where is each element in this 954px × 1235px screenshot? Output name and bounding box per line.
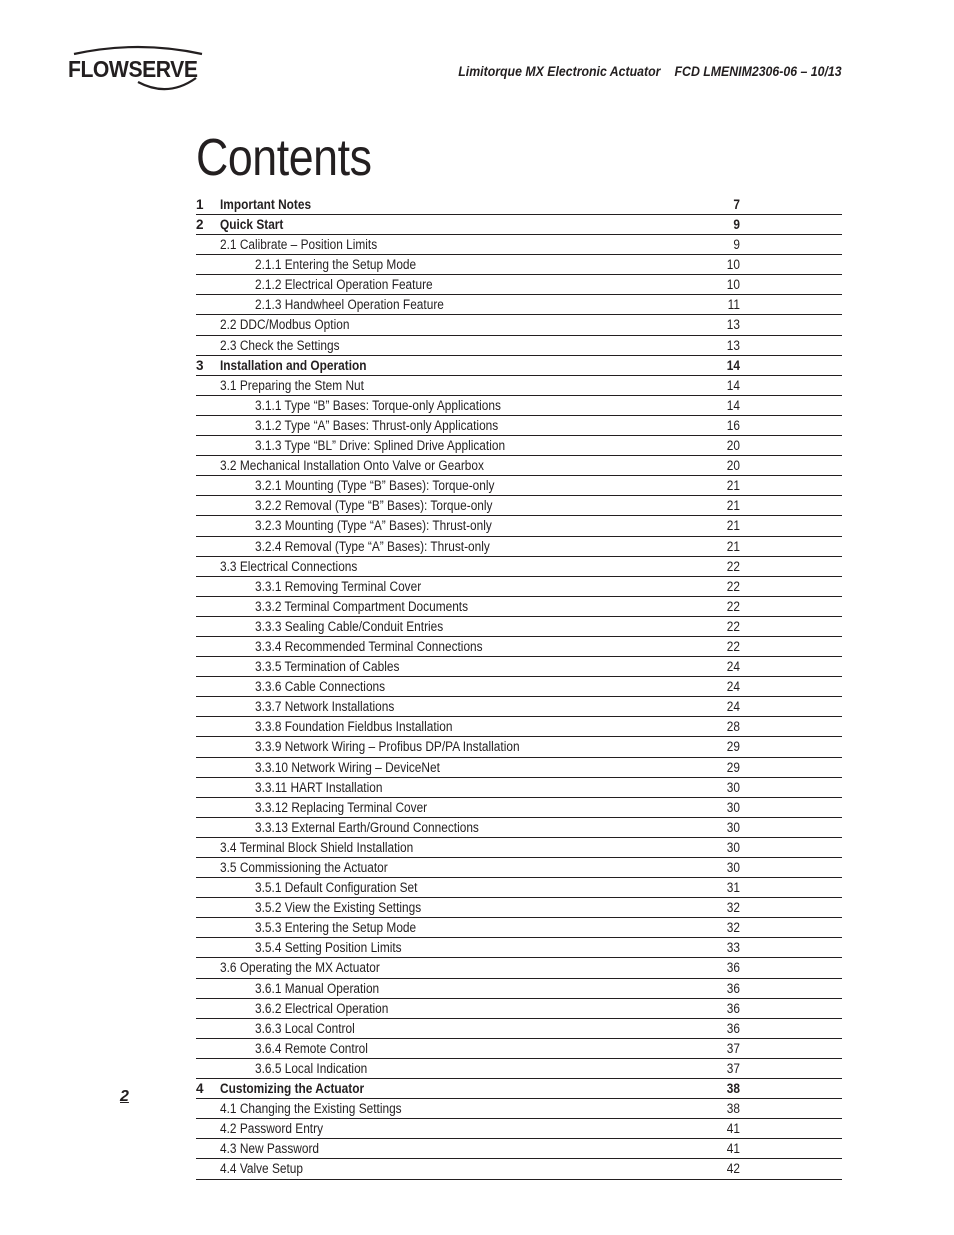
toc-row[interactable] (196, 295, 842, 315)
toc-entry-title: Quick Start (220, 217, 284, 232)
toc-row[interactable] (196, 697, 842, 717)
toc-page-number: 38 (726, 1101, 740, 1117)
toc-row[interactable] (196, 677, 842, 697)
flowserve-logo (68, 44, 208, 96)
toc-entry-title: 4.1 Changing the Existing Settings (220, 1101, 402, 1117)
toc-page-number: 20 (726, 438, 740, 454)
toc-page-number: 13 (726, 337, 740, 353)
toc-page-number: 21 (726, 478, 740, 494)
toc-page-number: 28 (726, 719, 740, 735)
toc-row[interactable] (196, 1059, 842, 1079)
toc-entry-title: 3.5 Commissioning the Actuator (220, 860, 388, 875)
toc-page-number: 22 (726, 618, 740, 634)
toc-chapter-number: 4 (196, 1081, 204, 1097)
toc-page-number: 32 (726, 920, 740, 936)
toc-page-number: 22 (726, 558, 740, 574)
toc-entry-title: 3.5.4 Setting Position Limits (255, 940, 402, 956)
toc-page-number: 31 (726, 880, 740, 896)
toc-row[interactable] (196, 758, 842, 778)
toc-page-number: 41 (726, 1121, 740, 1137)
toc-entry-title: 3.3.4 Recommended Terminal Connections (255, 638, 483, 654)
page-title: Contents (196, 129, 372, 187)
toc-entry-title: 3.3.3 Sealing Cable/Conduit Entries (255, 618, 444, 634)
toc-row[interactable] (196, 597, 842, 617)
toc-page-number: 14 (726, 397, 740, 413)
toc-row[interactable] (196, 456, 842, 476)
toc-row[interactable] (196, 436, 842, 456)
toc-entry-title: 4.2 Password Entry (220, 1121, 324, 1137)
toc-row[interactable] (196, 255, 842, 275)
logo-text: FLOWSERVE (68, 56, 198, 82)
toc-entry-title: 3.5.1 Default Configuration Set (255, 880, 418, 896)
toc-row[interactable] (196, 958, 842, 978)
toc-row[interactable] (196, 657, 842, 677)
toc-row[interactable] (196, 235, 842, 255)
toc-page-number: 7 (733, 197, 740, 212)
toc-entry-title: 4.4 Valve Setup (220, 1161, 304, 1177)
toc-row[interactable] (196, 215, 842, 235)
toc-row[interactable] (196, 1119, 842, 1139)
toc-page-number: 14 (726, 357, 740, 373)
toc-row[interactable] (196, 798, 842, 818)
toc-entry-title: 2.1.1 Entering the Setup Mode (255, 257, 417, 273)
page-number: 2 (120, 1088, 129, 1105)
table-of-contents (196, 195, 842, 1180)
toc-entry-title: 3.2.1 Mounting (Type “B” Bases): Torque-only (255, 478, 495, 494)
toc-row[interactable] (196, 557, 842, 577)
toc-entry-title: 3.3.12 Replacing Terminal Cover (255, 799, 428, 815)
toc-entry-title: 3.3.13 External Earth/Ground Connections (255, 819, 479, 835)
toc-entry-title: 2.2 DDC/Modbus Option (220, 317, 350, 333)
toc-entry-title: 3.3.9 Network Wiring – Profibus DP/PA Installation (255, 739, 520, 755)
toc-entry-title: 2.3 Check the Settings (220, 337, 340, 353)
toc-page-number: 29 (726, 739, 740, 755)
toc-row[interactable] (196, 838, 842, 858)
toc-page-number: 30 (726, 860, 740, 875)
toc-entry-title: 3.3.2 Terminal Compartment Documents (255, 598, 469, 614)
toc-entry-title: 3.2.3 Mounting (Type “A” Bases): Thrust-only (255, 518, 492, 534)
toc-row[interactable] (196, 858, 842, 878)
toc-row[interactable] (196, 1139, 842, 1159)
toc-entry-title: 3.4 Terminal Block Shield Installation (220, 839, 414, 855)
document-code: FCD LMENIM2306-06 – 10/13 (674, 63, 842, 79)
toc-row[interactable] (196, 918, 842, 938)
toc-row[interactable] (196, 778, 842, 798)
toc-entry-title: 3.2.2 Removal (Type “B” Bases): Torque-only (255, 498, 493, 514)
product-name: Limitorque MX Electronic Actuator (458, 63, 661, 79)
toc-page-number: 13 (726, 317, 740, 333)
toc-page-number: 30 (726, 799, 740, 815)
toc-row[interactable] (196, 416, 842, 436)
toc-entry-title: 2.1.3 Handwheel Operation Feature (255, 297, 444, 313)
toc-row[interactable] (196, 898, 842, 918)
toc-entry-title: 4.3 New Password (220, 1141, 320, 1157)
toc-entry-title: 3.3.11 HART Installation (255, 779, 383, 795)
toc-page-number: 10 (726, 257, 740, 273)
toc-entry-title: 3.6.5 Local Indication (255, 1060, 368, 1076)
toc-row[interactable] (196, 1079, 842, 1099)
toc-row[interactable] (196, 818, 842, 838)
toc-row[interactable] (196, 717, 842, 737)
toc-row[interactable] (196, 195, 842, 215)
toc-entry-title: 3.3 Electrical Connections (220, 558, 358, 574)
toc-entry-title: 3.1.1 Type “B” Bases: Torque-only Applications (255, 397, 501, 413)
toc-page-number: 20 (726, 458, 740, 474)
toc-entry-title: 3.6.4 Remote Control (255, 1040, 368, 1056)
toc-row[interactable] (196, 376, 842, 396)
toc-page-number: 36 (726, 960, 740, 976)
toc-page-number: 14 (726, 377, 740, 393)
toc-row[interactable] (196, 315, 842, 335)
toc-page-number: 9 (733, 217, 740, 232)
toc-entry-title: Important Notes (220, 197, 312, 212)
toc-chapter-number: 2 (196, 217, 204, 232)
toc-page-number: 10 (726, 277, 740, 293)
toc-page-number: 24 (726, 659, 740, 675)
toc-entry-title: 3.1 Preparing the Stem Nut (220, 377, 364, 393)
toc-entry-title: 3.2.4 Removal (Type “A” Bases): Thrust-only (255, 538, 490, 554)
toc-entry-title: 3.3.1 Removing Terminal Cover (255, 578, 422, 594)
toc-row[interactable] (196, 1159, 842, 1179)
toc-page-number: 36 (726, 980, 740, 996)
document-header (459, 63, 842, 79)
toc-entry-title: 3.5.3 Entering the Setup Mode (255, 920, 417, 936)
toc-page-number: 22 (726, 578, 740, 594)
toc-entry-title: 3.6.3 Local Control (255, 1020, 355, 1036)
toc-entry-title: 2.1.2 Electrical Operation Feature (255, 277, 433, 293)
toc-page-number: 22 (726, 598, 740, 614)
toc-page-number: 36 (726, 1000, 740, 1016)
toc-entry-title: 3.1.2 Type “A” Bases: Thrust-only Applications (255, 417, 499, 433)
toc-row[interactable] (196, 617, 842, 637)
toc-page-number: 21 (726, 518, 740, 534)
toc-page-number: 30 (726, 779, 740, 795)
toc-entry-title: 3.3.5 Termination of Cables (255, 659, 400, 675)
toc-row[interactable] (196, 356, 842, 376)
toc-row[interactable] (196, 476, 842, 496)
toc-entry-title: 3.2 Mechanical Installation Onto Valve or Gearbox (220, 458, 484, 474)
toc-chapter-number: 1 (196, 197, 204, 212)
toc-row[interactable] (196, 1039, 842, 1059)
toc-row[interactable] (196, 537, 842, 557)
toc-entry-title: 3.3.6 Cable Connections (255, 679, 386, 695)
toc-row[interactable] (196, 878, 842, 898)
toc-row[interactable] (196, 275, 842, 295)
toc-page-number: 11 (727, 297, 740, 313)
toc-page-number: 30 (726, 839, 740, 855)
toc-page-number: 24 (726, 679, 740, 695)
toc-entry-title: Customizing the Actuator (220, 1081, 365, 1097)
toc-entry-title: 2.1 Calibrate – Position Limits (220, 237, 378, 253)
toc-row[interactable] (196, 396, 842, 416)
toc-row[interactable] (196, 999, 842, 1019)
toc-row[interactable] (196, 1099, 842, 1119)
toc-row[interactable] (196, 938, 842, 958)
toc-page-number: 21 (726, 498, 740, 514)
toc-page-number: 21 (726, 538, 740, 554)
toc-entry-title: 3.1.3 Type “BL” Drive: Splined Drive Application (255, 438, 506, 454)
toc-page-number: 32 (726, 900, 740, 916)
toc-row[interactable] (196, 516, 842, 536)
toc-page-number: 24 (726, 699, 740, 715)
toc-page-number: 33 (726, 940, 740, 956)
toc-page-number: 36 (726, 1020, 740, 1036)
toc-entry-title: 3.5.2 View the Existing Settings (255, 900, 422, 916)
toc-entry-title: 3.6 Operating the MX Actuator (220, 960, 380, 976)
toc-entry-title: 3.6.1 Manual Operation (255, 980, 380, 996)
toc-row[interactable] (196, 979, 842, 999)
toc-entry-title: 3.6.2 Electrical Operation (255, 1000, 389, 1016)
toc-row[interactable] (196, 496, 842, 516)
toc-chapter-number: 3 (196, 357, 204, 373)
toc-page-number: 22 (726, 638, 740, 654)
toc-page-number: 41 (726, 1141, 740, 1157)
toc-page-number: 42 (726, 1161, 740, 1177)
toc-entry-title: 3.3.10 Network Wiring – DeviceNet (255, 759, 440, 775)
toc-entry-title: 3.3.7 Network Installations (255, 699, 395, 715)
toc-row[interactable] (196, 637, 842, 657)
toc-page-number: 9 (733, 237, 740, 253)
toc-page-number: 30 (726, 819, 740, 835)
toc-page-number: 29 (726, 759, 740, 775)
toc-row[interactable] (196, 577, 842, 597)
toc-entry-title: 3.3.8 Foundation Fieldbus Installation (255, 719, 453, 735)
toc-row[interactable] (196, 1019, 842, 1039)
toc-page-number: 38 (726, 1081, 740, 1097)
toc-row[interactable] (196, 336, 842, 356)
toc-entry-title: Installation and Operation (220, 357, 367, 373)
toc-page-number: 37 (726, 1040, 740, 1056)
toc-page-number: 37 (726, 1060, 740, 1076)
toc-page-number: 16 (726, 417, 740, 433)
toc-row[interactable] (196, 737, 842, 757)
